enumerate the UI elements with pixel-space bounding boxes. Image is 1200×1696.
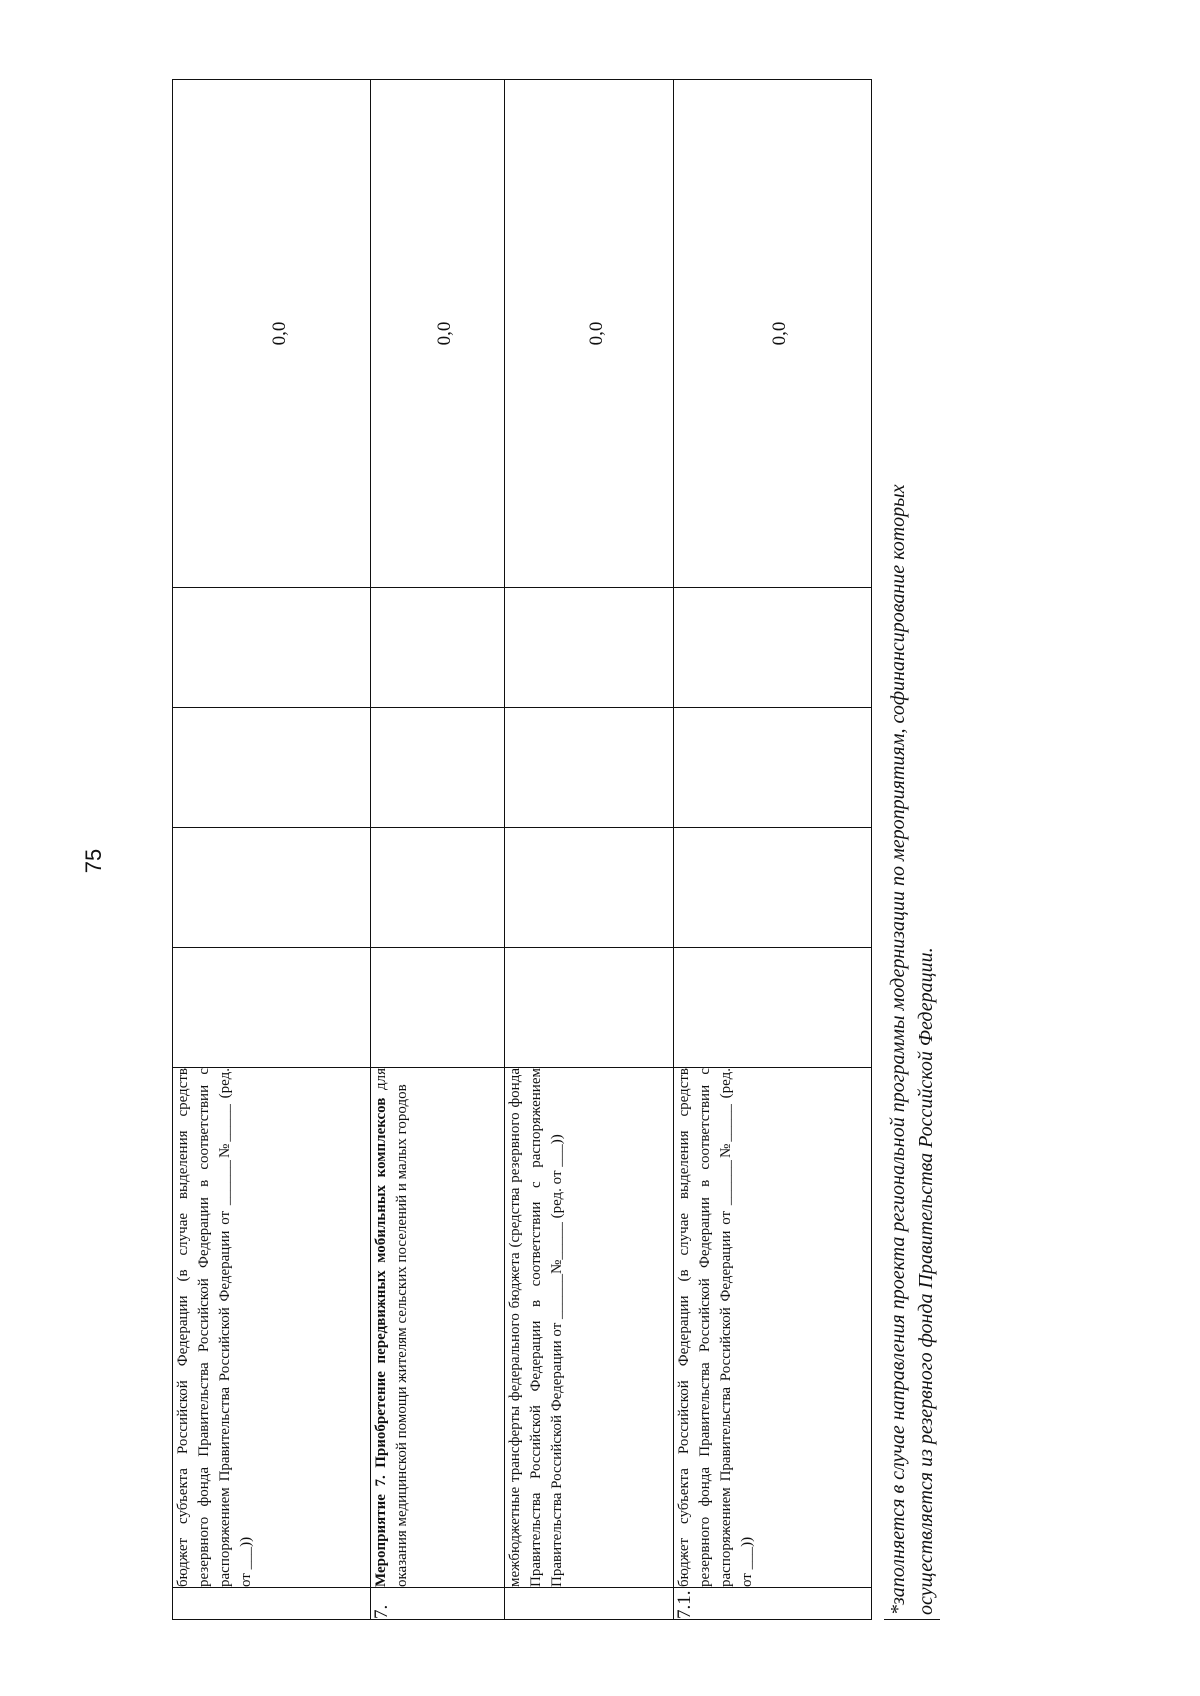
row-total-value: 0,0 [769,321,791,346]
footnote-line-2: осуществляется из резервного фонда Правительства Российской Федерации. [915,947,937,1615]
empty-cell [371,708,505,828]
row-total-value: 0,0 [268,321,290,346]
empty-cell [504,828,673,948]
row-description-cell: межбюджетные трансферты федерального бюджета (средства резервного фонда Правительства Российской Федерации в соответствии с распоряжением Правительства Российской Федерации от ______№_____ (ред. от ___)) [504,1068,673,1588]
row-number-cell: 7.1. [673,1588,871,1620]
table-row [173,80,371,1620]
rotated-page-content [172,80,937,1620]
measure-title-bold: Мероприятие 7. Приобретение передвижных мобильных комплексов [373,1097,390,1587]
table-row [673,80,871,1620]
empty-cell [173,708,371,828]
row-number-cell [504,1588,673,1620]
footnote [884,79,940,1620]
row-total-value: 0,0 [585,321,607,346]
empty-cell [673,948,871,1068]
measure-title-rest: для оказания медицинской помощи жителям сельских поселений и малых городов [373,1068,411,1587]
empty-cell [673,828,871,948]
empty-cell [173,588,371,708]
empty-cell [504,588,673,708]
funding-table [172,79,872,1620]
row-number-cell: 7. [371,1588,505,1620]
empty-cell [371,828,505,948]
empty-cell [504,708,673,828]
row-total-cell [371,80,505,588]
row-description-cell [371,1068,505,1588]
row-total-value: 0,0 [434,321,456,346]
footnote-line-1: *заполняется в случае направления проекта региональной программы модернизации по мероприятиям, софинансирование которых [887,484,909,1615]
row-description-cell: бюджет субъекта Российской Федерации (в случае выделения средств резервного фонда Правительства Российской Федерации в соответствии с распоряжением Правительства Российской Федерации от ______№_____ (ред. от ___)) [173,1068,371,1588]
empty-cell [173,828,371,948]
empty-cell [673,708,871,828]
row-total-cell [504,80,673,588]
row-total-cell [173,80,371,588]
row-total-cell [673,80,871,588]
empty-cell [504,948,673,1068]
empty-cell [173,948,371,1068]
table-row [504,80,673,1620]
empty-cell [673,588,871,708]
table-row [371,80,505,1620]
row-description-cell: бюджет субъекта Российской Федерации (в случае выделения средств резервного фонда Правительства Российской Федерации в соответствии с распоряжением Правительства Российской Федерации от ______№_____ (ред. от ___)) [673,1068,871,1588]
empty-cell [371,948,505,1068]
page-number: 75 [81,848,106,874]
empty-cell [371,588,505,708]
row-number-cell [173,1588,371,1620]
